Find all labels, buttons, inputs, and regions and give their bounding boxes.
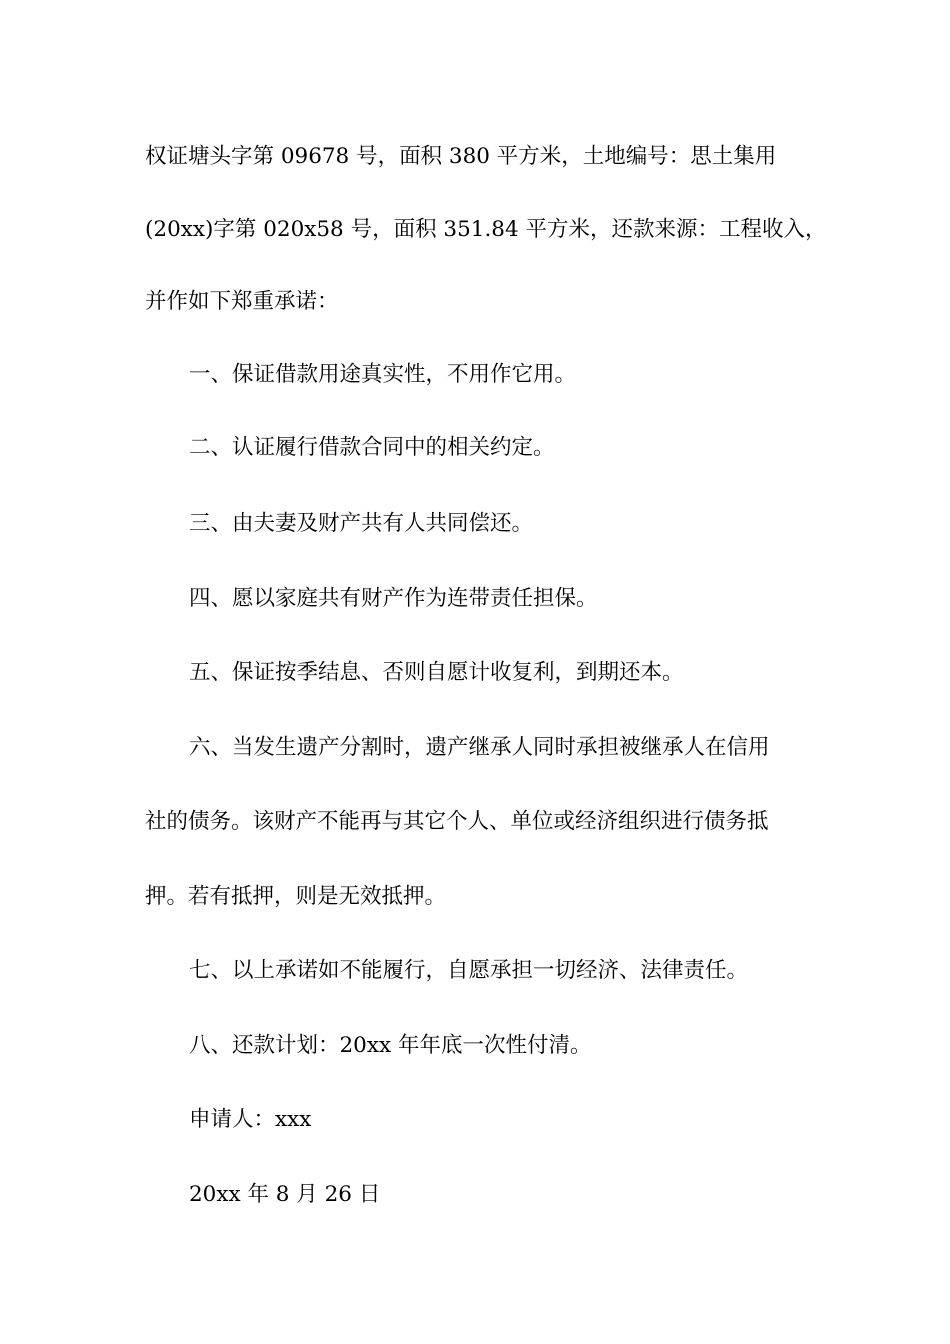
paragraph-line: 并作如下郑重承诺： <box>145 289 339 314</box>
applicant-line: 申请人：xxx <box>189 1107 312 1132</box>
paragraph-line: (20xx)字第 020x58 号，面积 351.84 平方米，还款来源：工程收入， <box>145 217 827 242</box>
commitment-item-5: 五、保证按季结息、否则自愿计收复利，到期还本。 <box>189 660 684 685</box>
paragraph-line: 押。若有抵押，则是无效抵押。 <box>145 884 447 909</box>
commitment-item-2: 二、认证履行借款合同中的相关约定。 <box>189 435 555 460</box>
commitment-item-6: 六、当发生遗产分割时，遗产继承人同时承担被继承人在信用 <box>189 735 770 760</box>
commitment-item-1: 一、保证借款用途真实性，不用作它用。 <box>189 362 577 387</box>
commitment-item-3: 三、由夫妻及财产共有人共同偿还。 <box>189 511 534 536</box>
commitment-item-7: 七、以上承诺如不能履行，自愿承担一切经济、法律责任。 <box>189 958 749 983</box>
date-line: 20xx 年 8 月 26 日 <box>189 1182 381 1207</box>
commitment-item-8: 八、还款计划：20xx 年年底一次性付清。 <box>189 1033 592 1058</box>
commitment-item-4: 四、愿以家庭共有财产作为连带责任担保。 <box>189 586 598 611</box>
paragraph-line: 权证塘头字第 09678 号，面积 380 平方米，土地编号：思土集用 <box>145 144 777 169</box>
paragraph-line: 社的债务。该财产不能再与其它个人、单位或经济组织进行债务抵 <box>145 809 769 834</box>
